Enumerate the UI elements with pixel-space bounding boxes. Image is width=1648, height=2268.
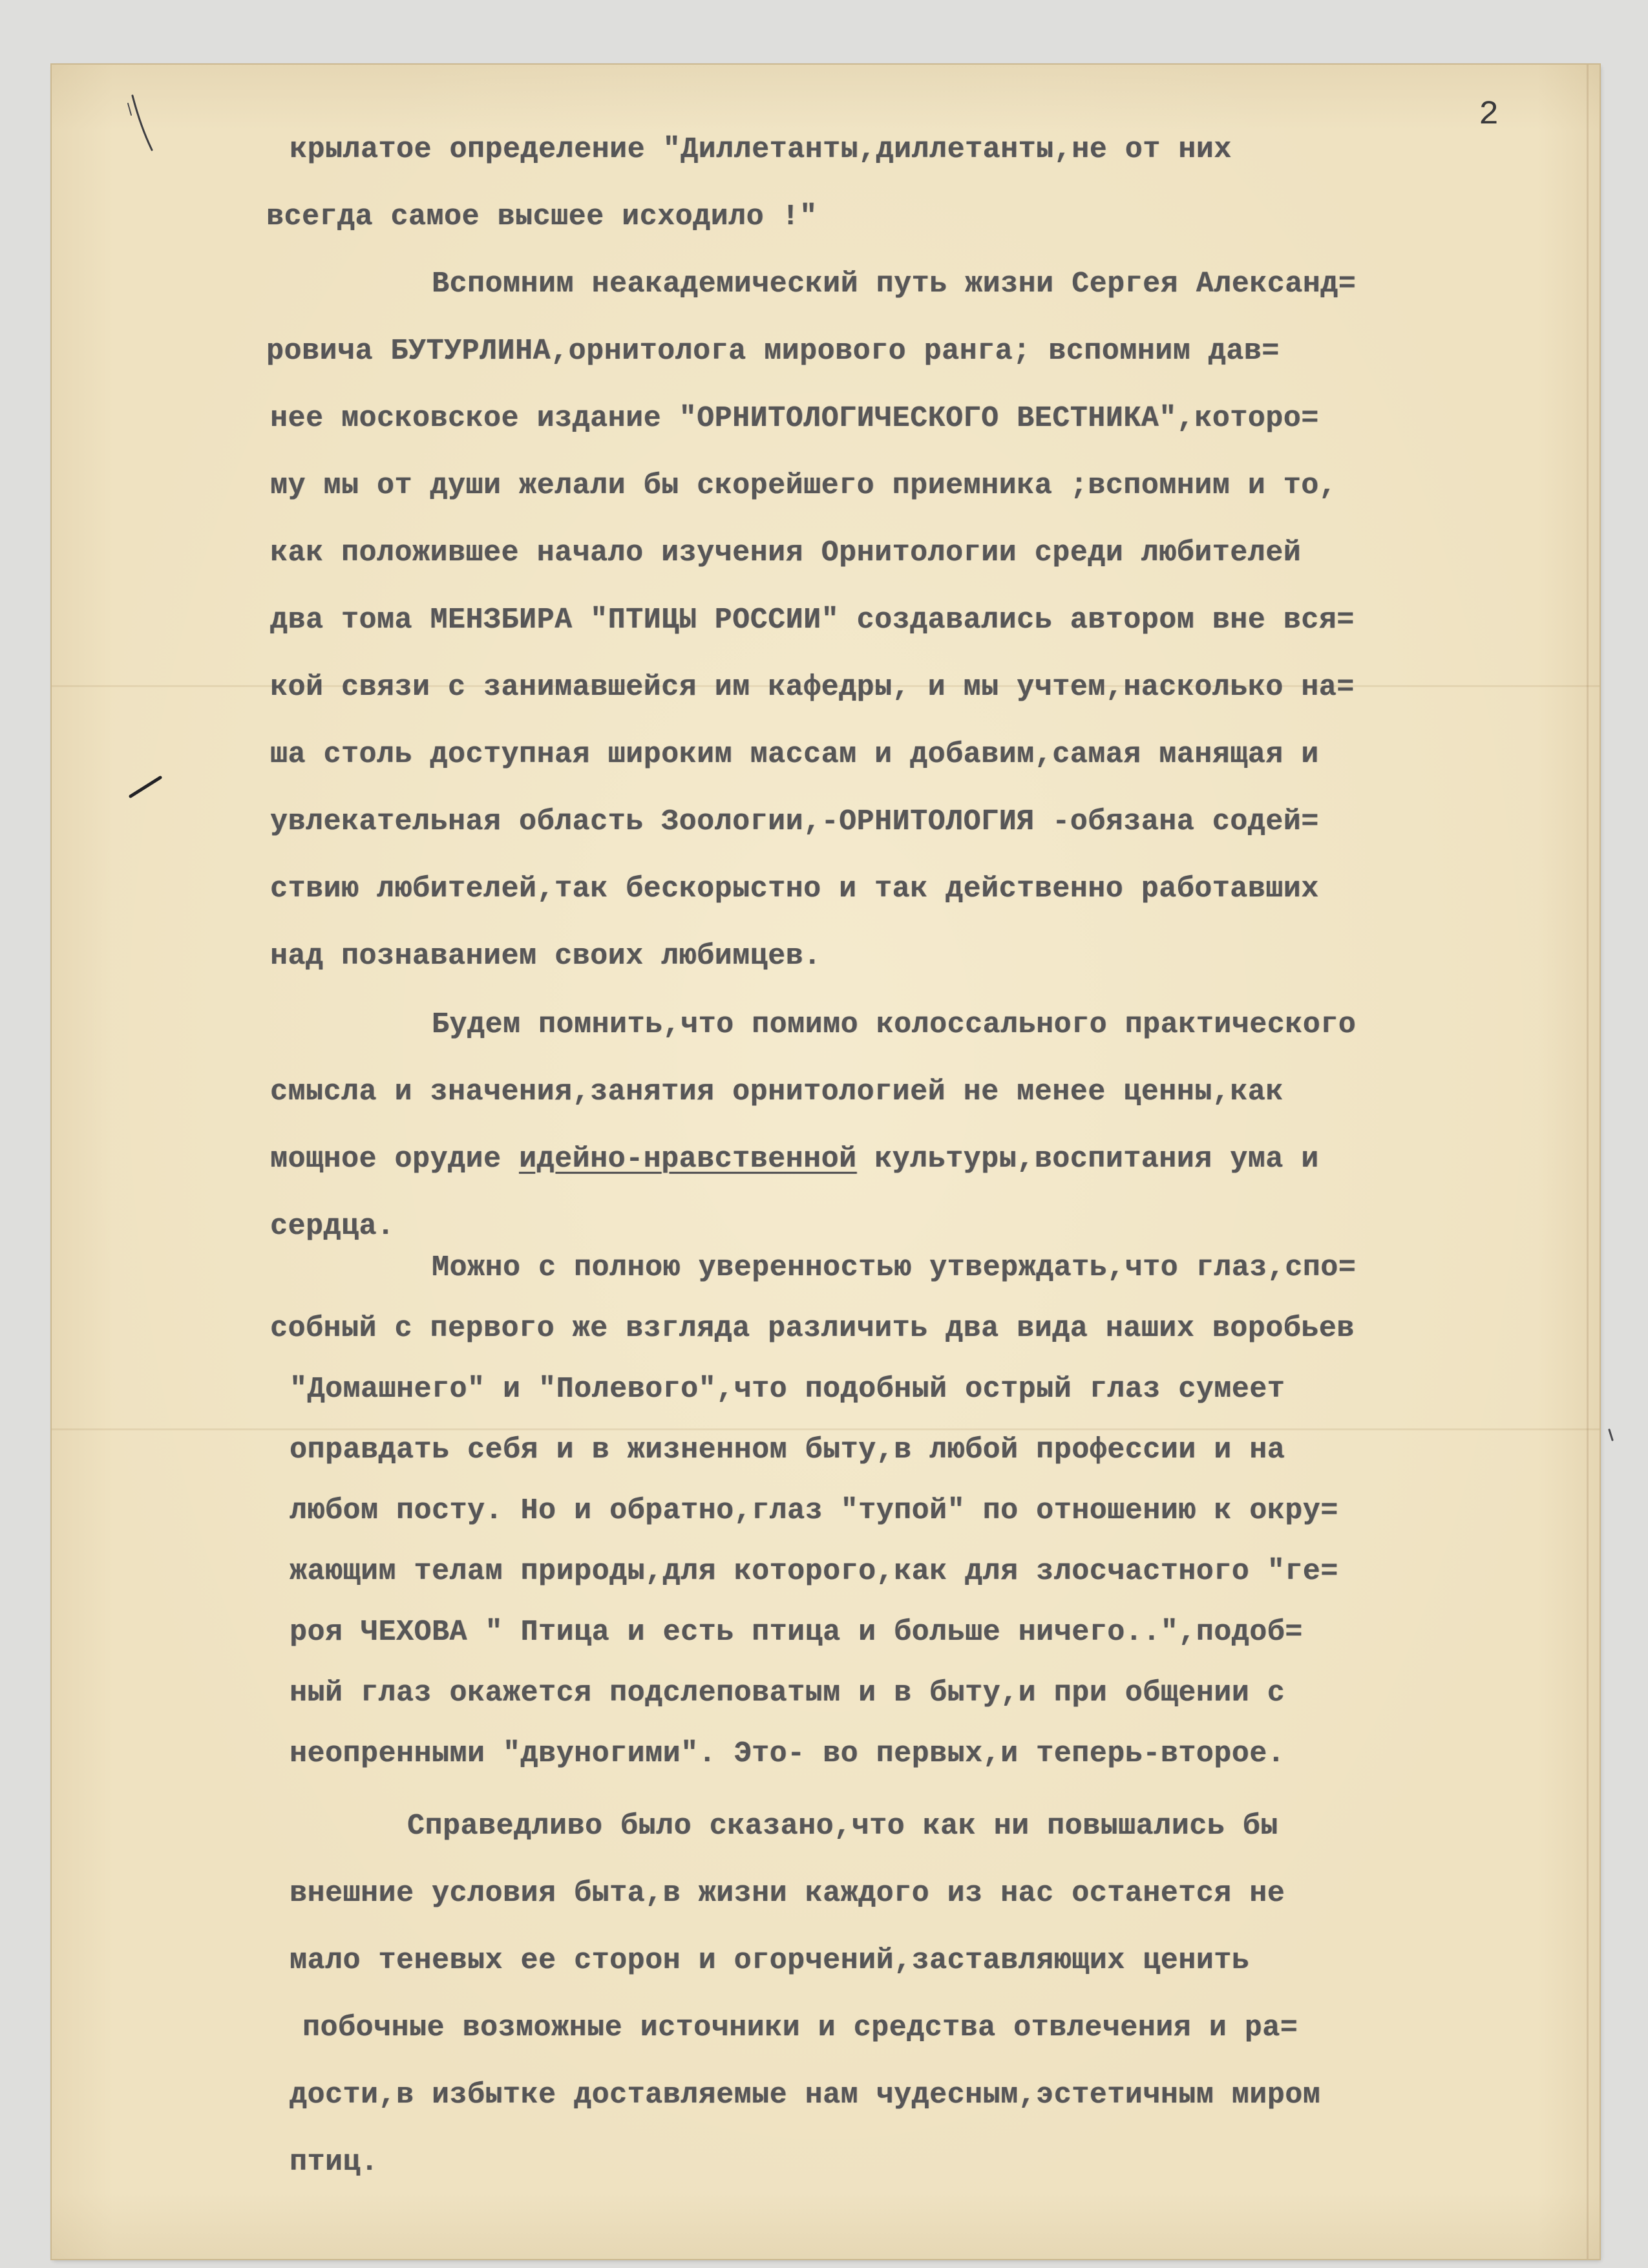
text-line: увлекательная область Зоологии,-ОРНИТОЛОГИЯ -обязана содей=: [270, 805, 1319, 838]
text-line: му мы от души желали бы скорейшего приемника ;вспомним и то,: [270, 469, 1337, 502]
text-line: жающим телам природы,для которого,как для злосчастного "ге=: [290, 1555, 1338, 1588]
text-line-with-underline: [270, 1143, 1319, 1176]
text-line: ша столь доступная широким массам и добавим,самая манящая и: [270, 738, 1319, 771]
text-line: Можно с полною уверенностью утверждать,что глаз,спо=: [432, 1251, 1357, 1284]
text-line: роя ЧЕХОВА " Птица и есть птица и больше ничего..",подоб=: [290, 1616, 1303, 1649]
text-fragment: культуры,воспитания ума и: [856, 1143, 1319, 1176]
text-line: всегда самое высшее исходило !": [266, 200, 818, 233]
text-line: ствию любителей,так бескорыстно и так действенно работавших: [270, 873, 1319, 906]
text-line: "Домашнего" и "Полевого",что подобный острый глаз сумеет: [290, 1373, 1285, 1406]
pencil-stroke: [132, 96, 152, 150]
pencil-stroke: [1609, 1430, 1612, 1440]
text-line: любом посту. Но и обратно,глаз "тупой" по отношению к окру=: [290, 1494, 1338, 1527]
text-line: Справедливо было сказано,что как ни повышались бы: [407, 1810, 1278, 1843]
text-fragment: мощное орудие: [270, 1143, 520, 1176]
text-line: внешние условия быта,в жизни каждого из нас останется не: [290, 1877, 1285, 1910]
pen-mark: [131, 778, 160, 796]
text-line: над познаванием своих любимцев.: [270, 940, 821, 973]
text-line: нее московское издание "ОРНИТОЛОГИЧЕСКОГО ВЕСТНИКА",которо=: [270, 402, 1319, 435]
text-line: побочные возможные источники и средства отвлечения и ра=: [302, 2011, 1298, 2044]
text-line: сердца.: [270, 1210, 395, 1243]
underlined-phrase: идейно-нравственной: [519, 1143, 857, 1176]
text-line: дости,в избытке доставляемые нам чудесным,эстетичным миром: [290, 2079, 1321, 2112]
text-line: оправдать себя и в жизненном быту,в любой профессии и на: [290, 1434, 1285, 1467]
text-line: ный глаз окажется подслеповатым и в быту,и при общении с: [290, 1677, 1285, 1710]
text-line: смысла и значения,занятия орнитологией не менее ценны,как: [270, 1076, 1284, 1108]
text-line: птиц.: [290, 2146, 379, 2179]
text-line: Вспомним неакадемический путь жизни Сергея Александ=: [432, 268, 1357, 301]
page-number: 2: [1479, 96, 1499, 134]
pencil-stroke: [128, 103, 131, 115]
text-line: крылатое определение "Диллетанты,диллетанты,не от них: [290, 133, 1232, 166]
text-line: Будем помнить,что помимо колоссального практического: [432, 1008, 1357, 1041]
text-line: кой связи с занимавшейся им кафедры, и мы учтем,насколько на=: [270, 671, 1355, 704]
text-line: как положившее начало изучения Орнитологии среди любителей: [270, 536, 1302, 569]
text-line: собный с первого же взгляда различить два вида наших воробьев: [270, 1312, 1355, 1345]
text-line: два тома МЕНЗБИРА "ПТИЦЫ РОССИИ" создавались автором вне вся=: [270, 604, 1355, 637]
text-line: ровича БУТУРЛИНА,орнитолога мирового ранга; вспомним дав=: [266, 335, 1280, 368]
text-line: неопренными "двуногими". Это- во первых,и теперь-второе.: [290, 1737, 1285, 1770]
text-line: мало теневых ее сторон и огорчений,заставляющих ценить: [290, 1944, 1250, 1977]
